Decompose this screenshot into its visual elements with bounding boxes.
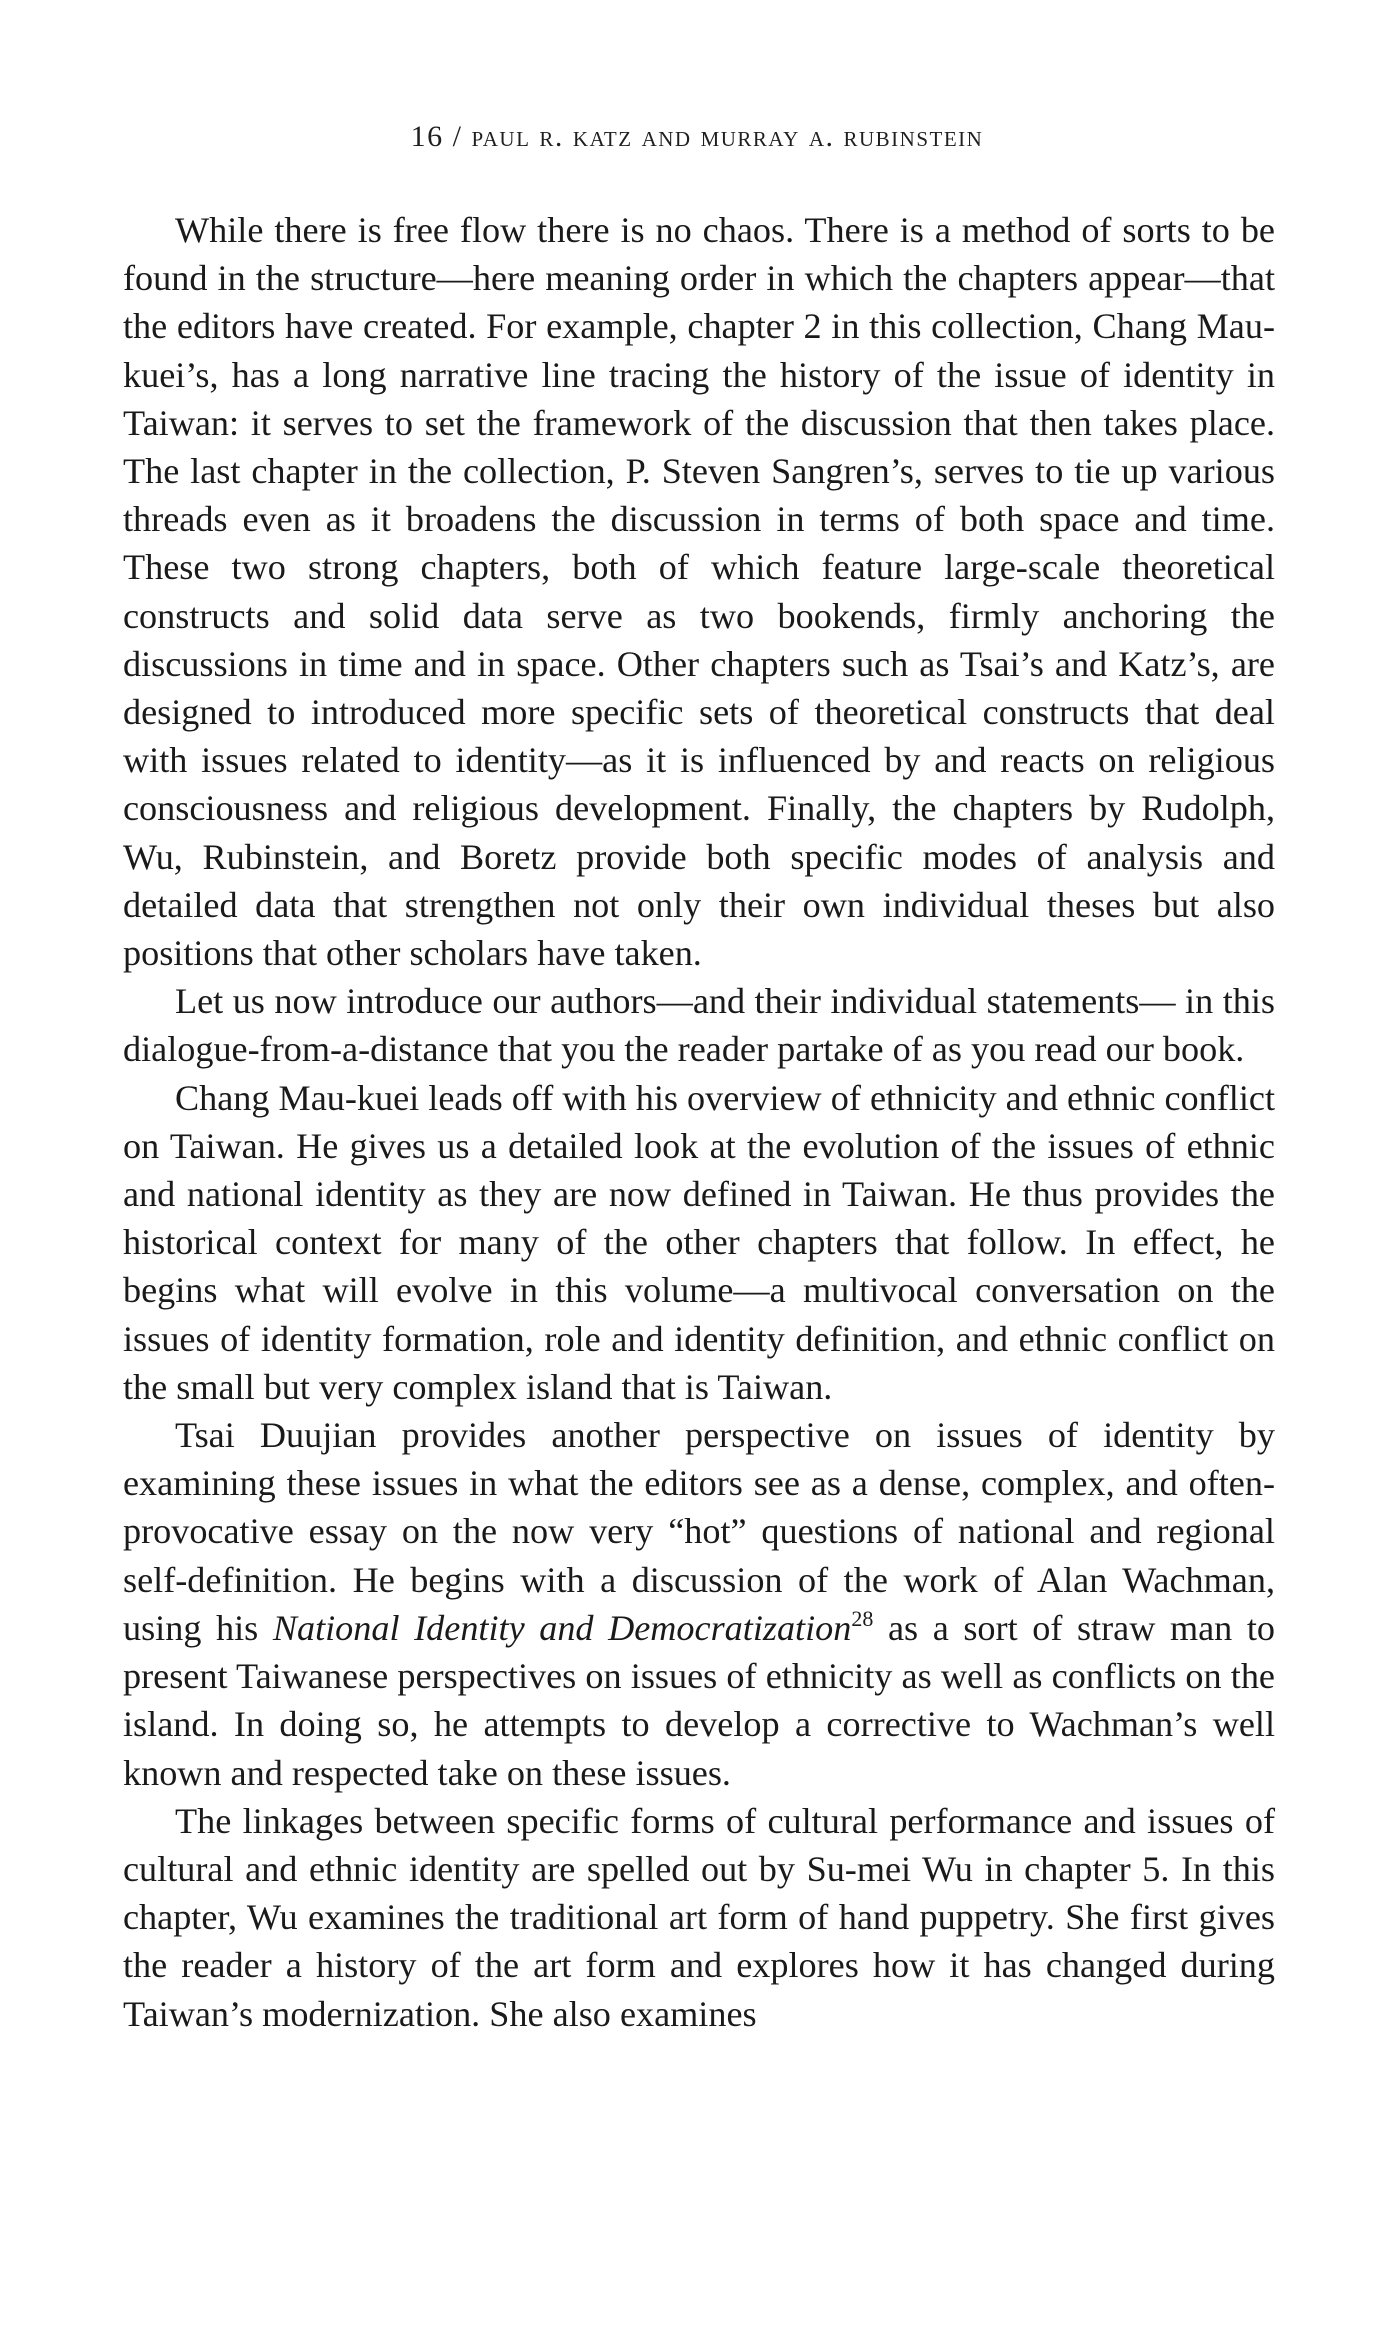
paragraph-tsai-duujian <box>123 1411 1275 1797</box>
paragraph-chang-mau-kuei: Chang Mau-kuei leads off with his overview of ethnicity and ethnic conflict on Taiwan. He gives us a detailed look at the evolution of the issues of ethnic and national identity as they are now defined in Taiwan. He thus provides the historical context for many of the other chapters that follow. In effect, he begins what will evolve in this volume—a multivocal conversation on the issues of identity formation, role and identity definition, and ethnic conflict on the small but very complex island that is Taiwan. <box>123 1077 1275 1407</box>
page-number: 16 <box>410 120 444 153</box>
paragraph-structure: While there is free flow there is no chaos. There is a method of sorts to be found in the structure—here meaning order in which the chapters appear—that the editors have created. For example, chapter 2 in this collection, Chang Mau-kuei’s, has a long narrative line tracing the history of the issue of identity in Taiwan: it serves to set the framework of the discussion that then takes place. The last chapter in the collection, P. Steven Sangren’s, serves to tie up various threads even as it broadens the discussion in terms of both space and time. These two strong chapters, both of which feature large-scale theoretical constructs and solid data serve as two bookends, firmly anchoring the discussions in time and in space. Other chapters such as Tsai’s and Katz’s, are designed to introduced more specific sets of theoretical constructs that deal with issues related to identity—as it is influenced by and reacts on religious consciousness and religious development. Finally, the chapters by Rudolph, Wu, Rubinstein, and Boretz provide both specific modes of analysis and detailed data that strengthen not only their own individual theses but also positions that other scholars have taken. <box>123 210 1275 974</box>
paragraph-introduce-authors: Let us now introduce our authors—and their individual statements— in this dialogue-from-a-distance that you the reader partake of as you read our book. <box>123 981 1275 1070</box>
running-head-authors: paul r. katz and murray a. rubinstein <box>471 120 984 153</box>
body-text <box>123 206 1275 2038</box>
paragraph-tsai-text-before: Tsai Duujian provides another perspective on issues of identity by examining these issues in what the editors see as a dense, complex, and often-provocative essay on the now very “hot” questions of national and regional self-definition. He begins with a discussion of the work of Alan Wachman, using his <box>123 1415 1275 1648</box>
paragraph-su-mei-wu: The linkages between specific forms of cultural performance and issues of cultural and ethnic identity are spelled out by Su-mei Wu in chapter 5. In this chapter, Wu examines the traditional art form of hand puppetry. She first gives the reader a history of the art form and explores how it has changed during Taiwan’s modernization. She also examines <box>123 1800 1275 2034</box>
running-head-separator: / <box>452 120 463 153</box>
paragraph-tsai-text-after: as a sort of straw man to present Taiwanese perspectives on issues of ethnicity as well as conflicts on the island. In doing so, he attempts to develop a corrective to Wachman’s well known and respected take on these issues. <box>123 1607 1275 1793</box>
footnote-marker: 28 <box>851 1605 874 1631</box>
book-title-italic: National Identity and Democratization <box>272 1607 852 1648</box>
running-head <box>0 120 1394 154</box>
